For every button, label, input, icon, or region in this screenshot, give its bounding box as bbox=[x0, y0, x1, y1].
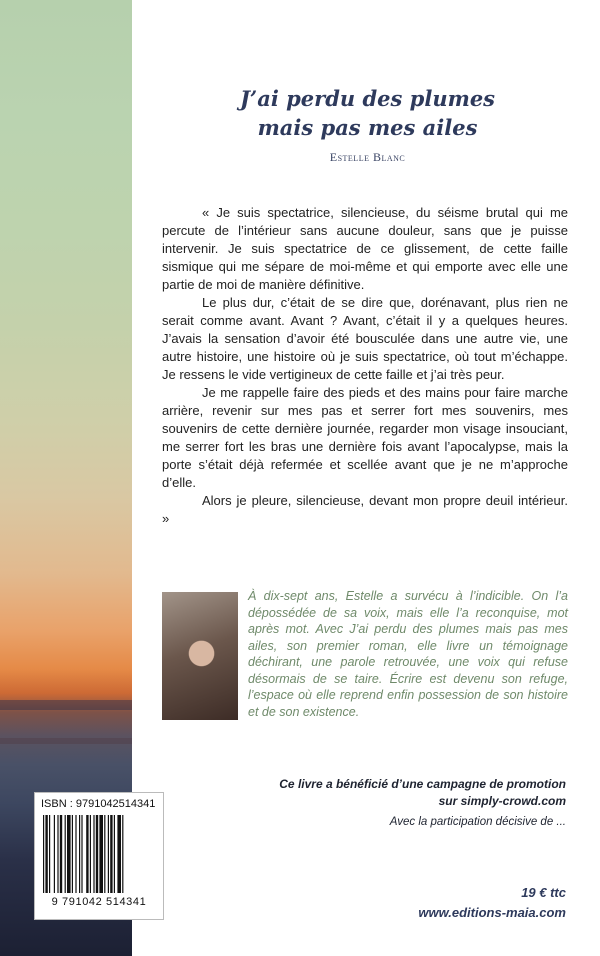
author-photo bbox=[162, 592, 238, 720]
book-title-line2: mais pas mes ailes bbox=[257, 115, 478, 140]
isbn-label: ISBN : 9791042514341 bbox=[41, 798, 156, 810]
excerpt-paragraph: Je me rappelle faire des pieds et des mains pour faire marche arrière, revenir sur mes pas et serrer fort mes souvenirs, mes souvenirs de cette dernière journée, regarder mon visage insouciant, me serrer fort les bras une dernière fois avant l’apocalypse, mais la porte s’était déjà refermée et scellée avant que je ne m’approche d’elle. bbox=[162, 385, 568, 490]
excerpt-paragraph: Alors je pleure, silencieuse, devant mon propre deuil intérieur. » bbox=[162, 493, 568, 526]
book-title bbox=[135, 84, 600, 142]
barcode-icon bbox=[41, 815, 157, 895]
mountain-band bbox=[0, 738, 132, 744]
isbn-barcode-box bbox=[34, 792, 164, 920]
cloud-band bbox=[0, 700, 132, 710]
ean-digits: 9 791042 514341 bbox=[51, 896, 147, 908]
publisher-website: www.editions-maia.com bbox=[418, 905, 566, 920]
promo-line2: sur simply-crowd.com bbox=[438, 794, 566, 808]
excerpt-paragraph: « Je suis spectatrice, silencieuse, du séisme brutal qui me percute de l’intérieur sans aucune douleur, sans que je puisse intervenir. Je suis spectatrice de ce glissement, de cette faille sismique qui me sépare de moi-même et qui emporte avec elle une partie de moi de manière définitive. bbox=[162, 205, 568, 292]
author-name: Estelle Blanc bbox=[329, 150, 406, 164]
promo-line1: Ce livre a bénéficié d’une campagne de promotion bbox=[279, 777, 566, 791]
promo-text bbox=[246, 776, 566, 810]
author-bio: À dix-sept ans, Estelle a survécu à l’indicible. On l’a dépossédée de sa voix, mais elle l’a reconquise, mot après mot. Avec J’ai perdu des plumes mais pas mes ailes, son premier roman, elle livre un témoignage déchirant, une parole retrouvée, une voix qui refuse désormais de se taire. Écrire est devenu son refuge, l’espace où elle reprend enfin possession de son histoire et de son existence. bbox=[248, 589, 568, 719]
participation-text: Avec la participation décisive de ... bbox=[389, 816, 566, 828]
excerpt-paragraph: Le plus dur, c’était de se dire que, dorénavant, plus rien ne serait comme avant. Avant ? Avant, c’était il y a quelques heures. J’avais la sensation d’avoir été bousculée dans une autre vie, une autre histoire, une histoire où je suis spectatrice, où tout m’échappe. Je ressens le vide vertigineux de cette faille et j’ai très peur. bbox=[162, 295, 568, 382]
price: 19 € ttc bbox=[521, 885, 566, 900]
book-excerpt bbox=[162, 204, 568, 528]
book-title-line1: J’ai perdu des plumes bbox=[239, 86, 496, 111]
